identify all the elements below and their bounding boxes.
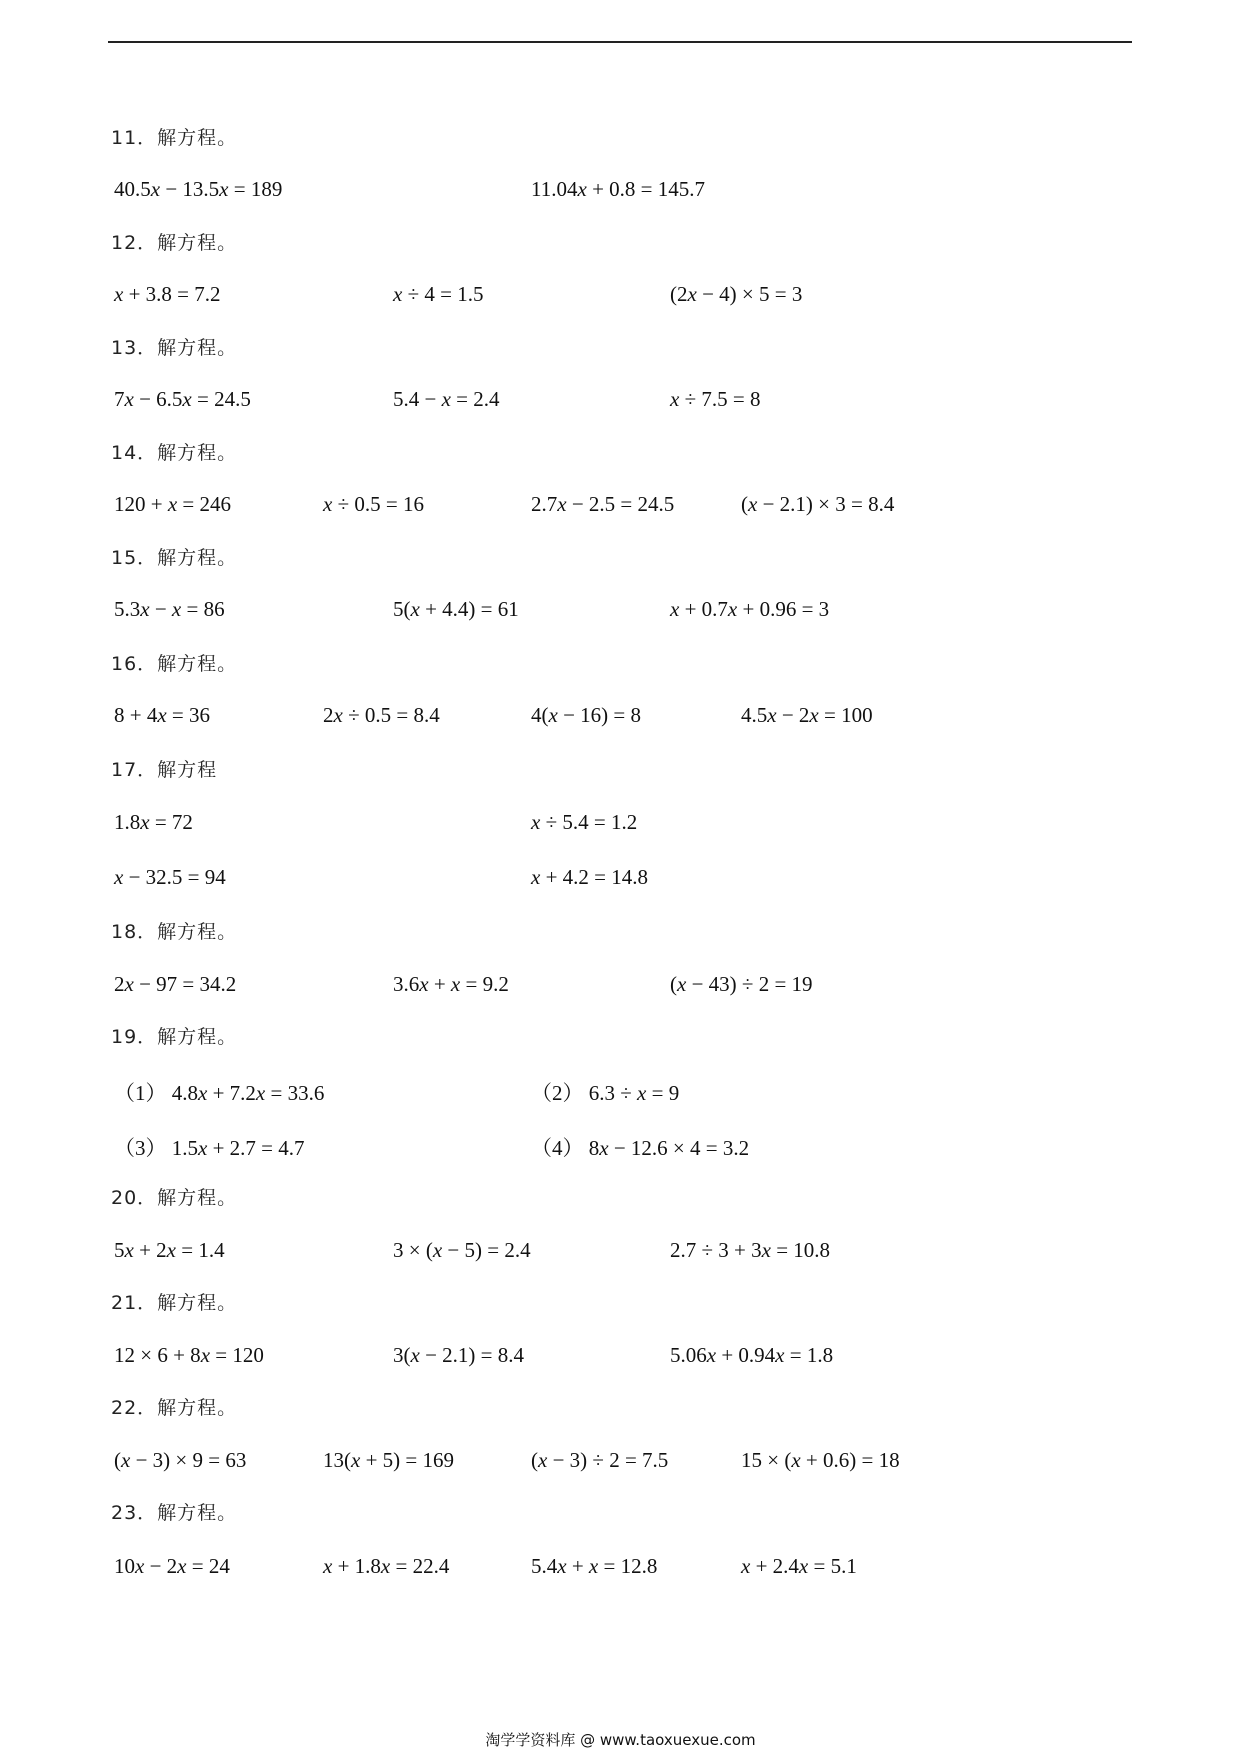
equation: 5.3x − x = 86	[114, 597, 225, 621]
equation: 2.7 ÷ 3 + 3x = 10.8	[670, 1238, 831, 1262]
equation: 4(x − 16) = 8	[531, 703, 642, 727]
equation: 8 + 4x = 36	[114, 703, 211, 727]
equation: (x − 2.1) × 3 = 8.4	[741, 492, 895, 516]
equation: 11.04x + 0.8 = 145.7	[531, 177, 705, 201]
equation: x + 3.8 = 7.2	[114, 282, 221, 306]
equation: x + 2.4x = 5.1	[741, 1554, 857, 1578]
question-title: 13．解方程。	[111, 337, 238, 359]
equation: （3） 1.5x + 2.7 = 4.7	[114, 1136, 305, 1160]
top-rule	[108, 41, 1132, 43]
equation: x + 0.7x + 0.96 = 3	[670, 597, 830, 621]
equation: x − 32.5 = 94	[114, 865, 226, 889]
equation: 3 × (x − 5) = 2.4	[393, 1238, 531, 1262]
equation: 4.5x − 2x = 100	[741, 703, 873, 727]
question-title: 17．解方程	[111, 759, 218, 781]
question-title: 23．解方程。	[111, 1502, 238, 1524]
equation: （1） 4.8x + 7.2x = 33.6	[114, 1081, 325, 1105]
question-title: 12．解方程。	[111, 232, 238, 254]
question-title: 22．解方程。	[111, 1397, 238, 1419]
equation: 5.4 − x = 2.4	[393, 387, 500, 411]
question-title: 15．解方程。	[111, 547, 238, 569]
equation: 5x + 2x = 1.4	[114, 1238, 225, 1262]
equation: 1.8x = 72	[114, 810, 193, 834]
equation: 2.7x − 2.5 = 24.5	[531, 492, 675, 516]
equation: （2） 6.3 ÷ x = 9	[531, 1081, 680, 1105]
equation: x + 1.8x = 22.4	[323, 1554, 450, 1578]
equation: 15 × (x + 0.6) = 18	[741, 1448, 900, 1472]
equation: 2x − 97 = 34.2	[114, 972, 237, 996]
equation: 2x ÷ 0.5 = 8.4	[323, 703, 440, 727]
equation: 13(x + 5) = 169	[323, 1448, 455, 1472]
question-title: 20．解方程。	[111, 1187, 238, 1209]
question-title: 14．解方程。	[111, 442, 238, 464]
question-title: 21．解方程。	[111, 1292, 238, 1314]
equation: x ÷ 5.4 = 1.2	[531, 810, 638, 834]
equation: (x − 3) ÷ 2 = 7.5	[531, 1448, 669, 1472]
equation: (x − 43) ÷ 2 = 19	[670, 972, 813, 996]
equation: 120 + x = 246	[114, 492, 232, 516]
equation: x ÷ 4 = 1.5	[393, 282, 484, 306]
question-title: 18．解方程。	[111, 921, 238, 943]
equation: 10x − 2x = 24	[114, 1554, 230, 1578]
question-title: 11．解方程。	[111, 127, 238, 149]
footer-watermark: 淘学学资料库 @ www.taoxuexue.com	[485, 1731, 756, 1749]
equation: 3.6x + x = 9.2	[393, 972, 509, 996]
equation: 7x − 6.5x = 24.5	[114, 387, 251, 411]
equation: （4） 8x − 12.6 × 4 = 3.2	[531, 1136, 750, 1160]
equation: 5.06x + 0.94x = 1.8	[670, 1343, 834, 1367]
equation: 40.5x − 13.5x = 189	[114, 177, 283, 201]
equation: 3(x − 2.1) = 8.4	[393, 1343, 525, 1367]
equation: 12 × 6 + 8x = 120	[114, 1343, 264, 1367]
equation: 5.4x + x = 12.8	[531, 1554, 658, 1578]
equation: (x − 3) × 9 = 63	[114, 1448, 247, 1472]
question-title: 16．解方程。	[111, 653, 238, 675]
equation: 5(x + 4.4) = 61	[393, 597, 519, 621]
equation: x ÷ 0.5 = 16	[323, 492, 424, 516]
question-title: 19．解方程。	[111, 1026, 238, 1048]
equation: x ÷ 7.5 = 8	[670, 387, 761, 411]
equation: (2x − 4) × 5 = 3	[670, 282, 803, 306]
equation: x + 4.2 = 14.8	[531, 865, 649, 889]
